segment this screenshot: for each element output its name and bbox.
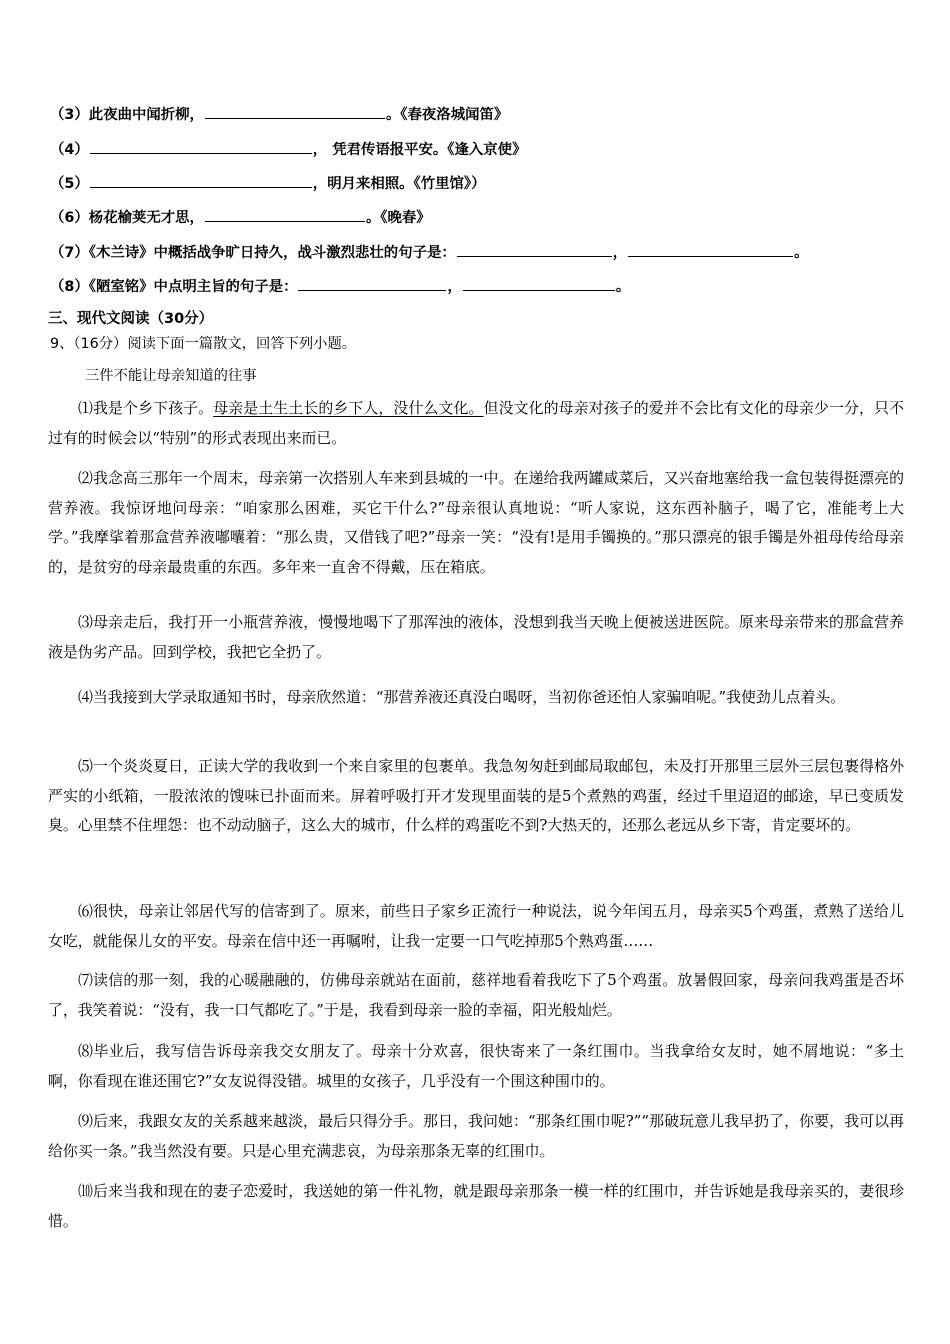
essay-paragraph-2: ⑵我念高三那年一个周末，母亲第一次搭别人车来到县城的一中。在递给我两罐咸菜后，又兴奋地塞给我一盒包装得挺漂亮的营养液。我惊讶地问母亲：“咱家那么困难，买它干什么?”母亲很认真地说：“听人家说，这东西补脑子，喝了它，准能考上大学。”我摩挲着那盒营养液嘟囔着：“那么贵，又借钱了吧?”母亲一笑：“没有!是用手镯换的。”那只漂亮的银手镯是外祖母传给母亲的，是贫穷的母亲最贵重的东西。多年来一直舍不得戴，压在箱底。	[48, 469, 904, 576]
essay-paragraph-7: ⑺读信的那一刻，我的心暖融融的，仿佛母亲就站在面前，慈祥地看着我吃下了5个鸡蛋。放暑假回家，母亲问我鸡蛋是否坏了，我笑着说：“没有，我一口气都吃了。”于是，我看到母亲一脸的幸福，阳光般灿烂。	[48, 971, 904, 1019]
answer-blank[interactable]	[90, 172, 312, 188]
question-number: （3）	[50, 107, 89, 123]
end-mark: 。	[615, 279, 631, 295]
answer-blank[interactable]	[457, 241, 612, 257]
essay-title: 三件不能让母亲知道的往事	[85, 368, 257, 384]
essay-paragraph-10: ⑽后来当我和现在的妻子恋爱时，我送她的第一件礼物，就是跟母亲那条一模一样的红围巾，并告诉她是我母亲买的，妻很珍惜。	[48, 1182, 904, 1230]
answer-blank[interactable]	[628, 241, 793, 257]
answer-blank[interactable]	[298, 275, 446, 291]
question-4	[50, 138, 950, 160]
question-prompt: 《陋室铭》中点明主旨的句子是：	[88, 279, 298, 295]
question-prompt: 杨花榆荚无才思，	[88, 210, 204, 226]
question-source: ， 凭君传语报平安。《逢入京使》	[312, 142, 527, 158]
paragraph-text: ⑴我是个乡下孩子。	[78, 399, 214, 417]
answer-blank[interactable]	[90, 138, 312, 154]
question-prompt: 《木兰诗》中概括战争旷日持久，战斗激烈悲壮的句子是：	[88, 245, 456, 261]
essay-paragraph-8: ⑻毕业后，我写信告诉母亲我交女朋友了。母亲十分欢喜，很快寄来了一条红围巾。当我拿给女友时，她不屑地说：“多土啊，你看现在谁还围它?”女友说得没错。城里的女孩子，几乎没有一个围这种围巾的。	[48, 1042, 904, 1090]
answer-blank[interactable]	[463, 275, 615, 291]
question-prompt: 此夜曲中闻折柳，	[88, 107, 204, 123]
paragraph-text: 但没文化的母亲对孩子的爱并不会比有文化的母亲少一分，只不过有的时候会以“特别”的形式表现出来而已。	[48, 399, 904, 447]
question-number: （7）	[50, 245, 89, 261]
answer-blank[interactable]	[205, 206, 365, 222]
question-source: ，明月来相照。《竹里馆》）	[312, 176, 486, 192]
underlined-sentence: 母亲是土生土长的乡下人，没什么文化。	[213, 399, 484, 417]
separator: ，	[612, 245, 628, 261]
essay-paragraph-1	[48, 394, 904, 453]
separator: ，	[447, 279, 462, 295]
question-source: 。《春夜洛城闻笛》	[385, 107, 509, 123]
question-6	[50, 206, 950, 228]
essay-paragraph-9: ⑼后来，我跟女友的关系越来越淡，最后只得分手。那日，我问她：“那条红围巾呢?”“那破玩意儿我早扔了，你要，我可以再给你买一条。”我当然没有要。只是心里充满悲哀，为母亲那条无辜的红围巾。	[48, 1112, 904, 1160]
question-number: （5）	[50, 176, 89, 192]
question-source: 。《晚春》	[365, 210, 431, 226]
section-heading: 三、现代文阅读（30分）	[48, 311, 214, 327]
question-5	[50, 172, 950, 194]
answer-blank[interactable]	[205, 103, 385, 119]
essay-paragraph-4: ⑷当我接到大学录取通知书时，母亲欣然道：“那营养液还真没白喝呀，当初你爸还怕人家骗咱呢。”我使劲儿点着头。	[78, 688, 846, 706]
question-number: （4）	[50, 142, 89, 158]
question-7	[50, 241, 950, 263]
question-number: （6）	[50, 210, 89, 226]
question-3	[50, 103, 950, 125]
essay-paragraph-5: ⑸一个炎炎夏日，正读大学的我收到一个来自家里的包裹单。我急匆匆赶到邮局取邮包，未及打开那里三层外三层包裹得格外严实的小纸箱，一股浓浓的馊味已扑面而来。屏着呼吸打开才发现里面装的是5个煮熟的鸡蛋，经过千里迢迢的邮途，早已变质发臭。心里禁不住埋怨：也不动动脑子，这么大的城市，什么样的鸡蛋吃不到?大热天的，还那么老远从乡下寄，肯定要坏的。	[48, 757, 904, 834]
question-8	[50, 275, 950, 297]
end-mark: 。	[794, 245, 809, 261]
question-intro: 9、（16分）阅读下面一篇散文，回答下列小题。	[50, 336, 357, 352]
essay-paragraph-3: ⑶母亲走后，我打开一小瓶营养液，慢慢地喝下了那浑浊的液体，没想到我当天晚上便被送进医院。原来母亲带来的那盒营养液是伪劣产品。回到学校，我把它全扔了。	[48, 613, 904, 661]
essay-paragraph-6: ⑹很快，母亲让邻居代写的信寄到了。原来，前些日子家乡正流行一种说法，说今年闰五月，母亲买5个鸡蛋，煮熟了送给儿女吃，就能保儿女的平安。母亲在信中还一再嘱咐，让我一定要一口气吃掉那5个熟鸡蛋……	[48, 902, 904, 950]
question-number: （8）	[50, 279, 89, 295]
